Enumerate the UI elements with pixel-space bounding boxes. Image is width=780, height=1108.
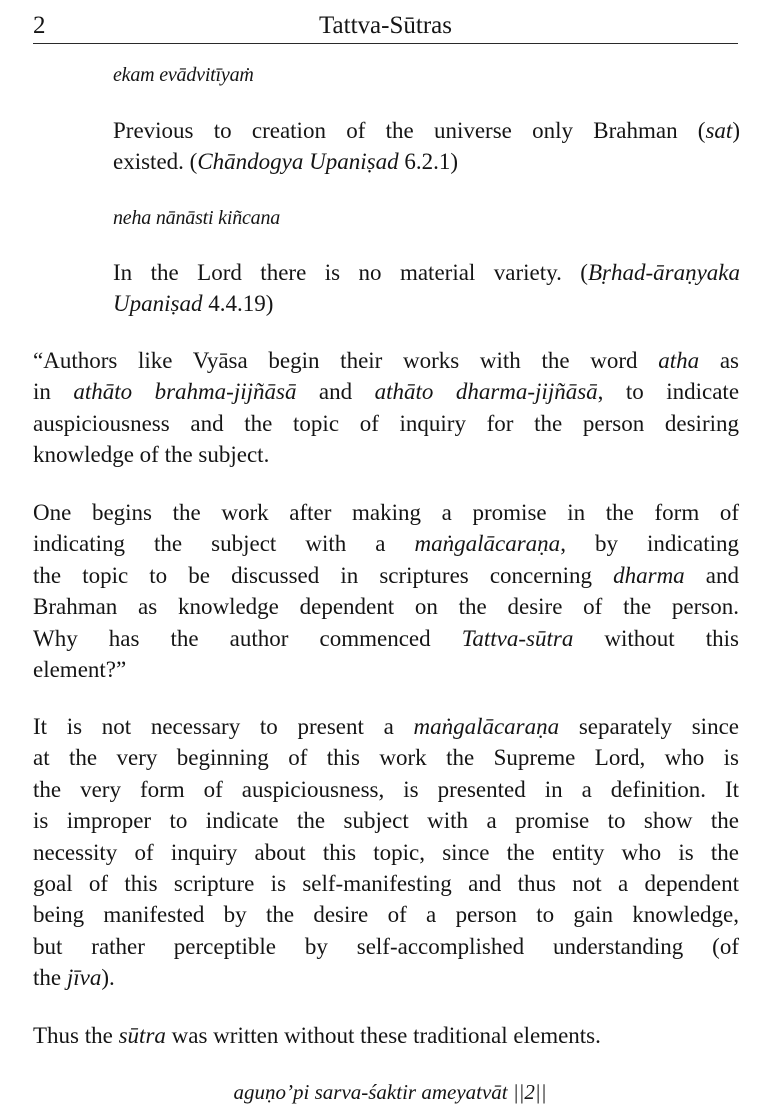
text-line: but rather perceptible by self-accomplished understanding (of xyxy=(33,933,739,959)
text-line: “Authors like Vyāsa begin their works with the word atha as xyxy=(33,348,739,373)
text-line: One begins the work after making a promise in the form of xyxy=(33,500,739,525)
text-line: auspiciousness and the topic of inquiry for the person desiring xyxy=(33,410,739,436)
text-line: the very form of auspiciousness, is presented in a definition. It xyxy=(33,776,739,802)
text-line: Previous to creation of the universe only Brahman (sat) xyxy=(113,118,740,143)
text-line: goal of this scripture is self-manifesting and thus not a dependent xyxy=(33,871,739,897)
text-line: at the very beginning of this work the Supreme Lord, who is xyxy=(33,745,739,771)
text-line: necessity of inquiry about this topic, since the entity who is the xyxy=(33,839,739,865)
sanskrit-verse-2: neha nānāsti kiñcana xyxy=(113,207,281,229)
sanskrit-verse-1: ekam evādvitīyaṁ xyxy=(113,64,254,86)
text-line: existed. (Chāndogya Upaniṣad 6.2.1) xyxy=(113,149,458,174)
text-line: is improper to indicate the subject with a promise to show the xyxy=(33,808,739,834)
text-line: the jīva). xyxy=(33,965,115,991)
paragraph-3 xyxy=(33,711,739,994)
text-line: Upaniṣad 4.4.19) xyxy=(113,291,274,316)
running-header xyxy=(33,10,738,44)
paragraph-2 xyxy=(33,497,739,685)
running-title: Tattva-Sūtras xyxy=(319,12,452,39)
text-line: the topic to be discussed in scriptures concerning dharma and xyxy=(33,562,739,588)
text-line: Thus the sūtra was written without these traditional elements. xyxy=(33,1023,601,1048)
page-number: 2 xyxy=(33,12,46,39)
text-line: being manifested by the desire of a person to gain knowledge, xyxy=(33,902,739,928)
verse-translation-2 xyxy=(113,257,740,319)
text-line: It is not necessary to present a maṅgalācaraṇa separately since xyxy=(33,714,739,739)
header-rule xyxy=(33,43,738,44)
text-line: in athāto brahma-jijñāsā and athāto dharma-jijñāsā, to indicate xyxy=(33,379,740,405)
paragraph-1 xyxy=(33,345,739,471)
text-line: knowledge of the subject. xyxy=(33,442,270,468)
text-line: indicating the subject with a maṅgalācaraṇa, by indicating xyxy=(33,531,739,557)
text-line: In the Lord there is no material variety. (Bṛhad-āraṇyaka xyxy=(113,260,740,285)
verse-translation-1 xyxy=(113,115,740,177)
text-line: Brahman as knowledge dependent on the desire of the person. xyxy=(33,594,739,620)
text-line: element?” xyxy=(33,657,127,683)
paragraph-4 xyxy=(33,1020,739,1051)
next-sutra-heading: aguṇo’pi sarva-śaktir ameyatvāt ||2|| xyxy=(233,1080,547,1104)
text-line: Why has the author commenced Tattva-sūtra without this xyxy=(33,625,740,651)
